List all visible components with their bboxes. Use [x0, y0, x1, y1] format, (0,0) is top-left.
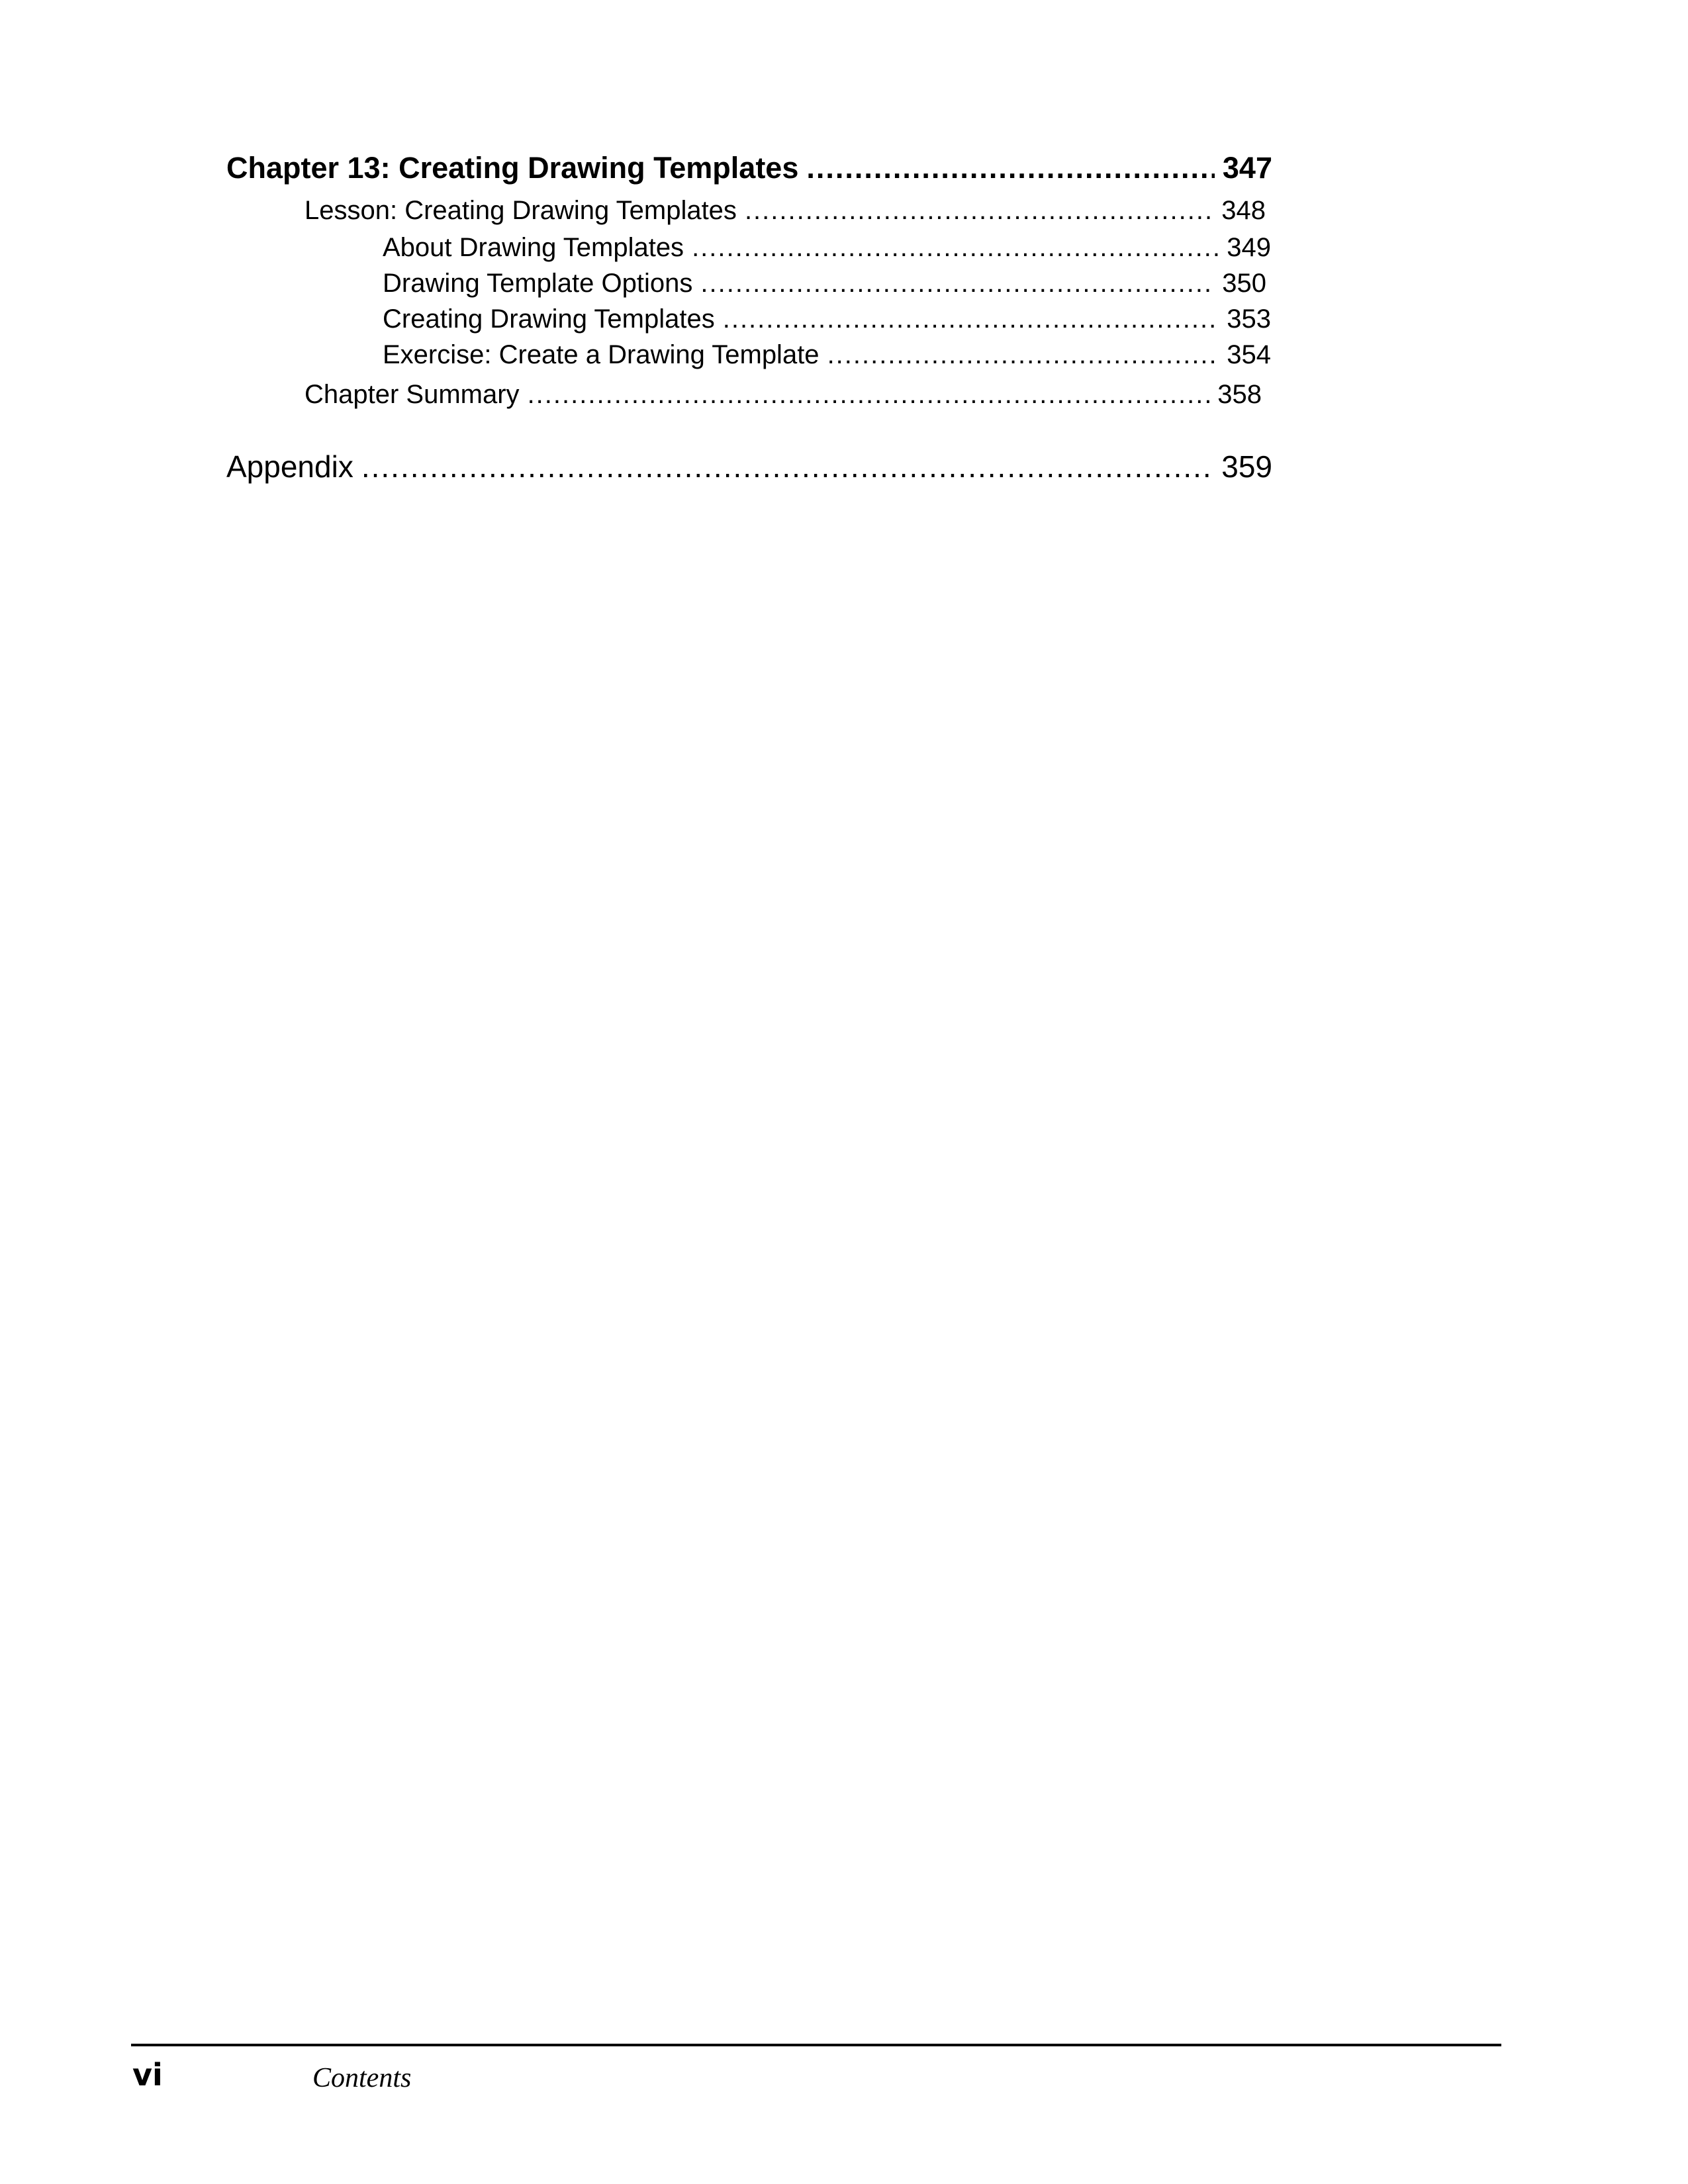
toc-entry-label: About Drawing Templates	[383, 233, 684, 262]
toc-entry-page: 349	[1227, 233, 1271, 262]
toc-entry-appendix[interactable]	[226, 449, 1272, 484]
toc-entry-drawing-template-options[interactable]	[383, 269, 1266, 298]
toc-entry-page: 353	[1227, 304, 1271, 334]
toc-entry-page: 350	[1222, 269, 1266, 298]
dot-leader	[723, 304, 1219, 334]
toc-entry-chapter-summary[interactable]	[305, 380, 1262, 410]
toc-entry-page: 348	[1221, 196, 1266, 225]
dot-leader	[806, 151, 1215, 185]
toc-entry-page: 354	[1227, 340, 1271, 369]
dot-leader	[528, 380, 1210, 410]
toc-entry-exercise[interactable]	[383, 340, 1271, 370]
dot-leader	[692, 233, 1219, 263]
dot-leader	[700, 269, 1214, 298]
toc-entry-label: Lesson: Creating Drawing Templates	[305, 196, 737, 225]
toc-entry-lesson[interactable]	[305, 196, 1266, 226]
dot-leader	[827, 340, 1219, 370]
toc-entry-label: Creating Drawing Templates	[383, 304, 715, 334]
toc-entry-label: Exercise: Create a Drawing Template	[383, 340, 820, 369]
toc-entry-page: 358	[1217, 380, 1262, 409]
toc-entry-label: Chapter Summary	[305, 380, 520, 409]
dot-leader	[361, 449, 1213, 484]
toc-entry-chapter-13[interactable]	[226, 151, 1272, 185]
footer-section-title: Contents	[312, 2063, 412, 2093]
toc-entry-page: 347	[1222, 151, 1272, 185]
toc-entry-label: Chapter 13: Creating Drawing Templates	[226, 151, 799, 185]
toc-entry-label: Drawing Template Options	[383, 269, 693, 298]
footer-divider	[131, 2044, 1501, 2046]
footer-page-number: vi	[132, 2057, 163, 2093]
toc-entry-page: 359	[1221, 449, 1272, 484]
toc-entry-about-drawing-templates[interactable]	[383, 233, 1271, 263]
toc-entry-creating-drawing-templates[interactable]	[383, 304, 1271, 334]
toc-entry-label: Appendix	[226, 449, 353, 484]
dot-leader	[745, 196, 1213, 226]
